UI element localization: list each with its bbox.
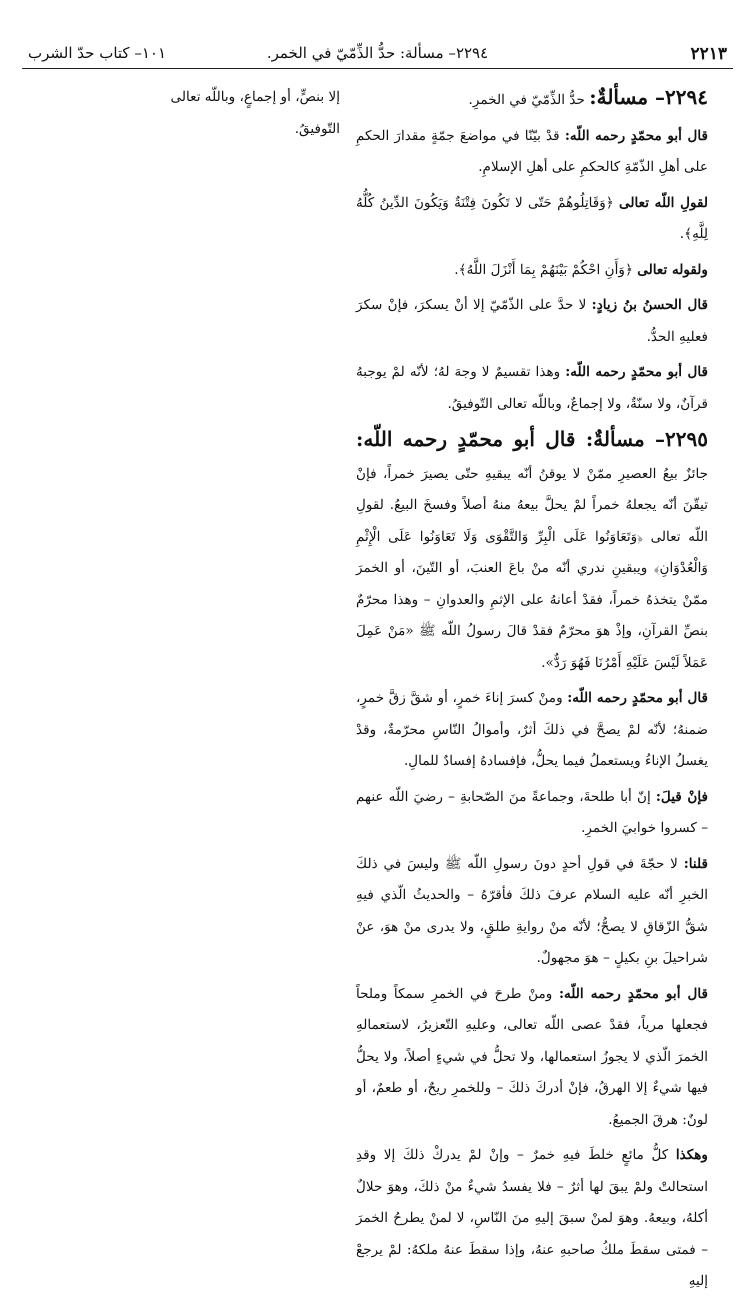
paragraph-text: حدُّ الذِّمّيّ في الخمرِ. (468, 92, 590, 108)
paragraph-lead: لقولِ اللّه تعالى (619, 194, 708, 211)
paragraph-text: ومنْ طرحَ في الخمرِ سمكاً وملحاً فجعلها مرياً، فقدْ عصى اللّه تعالى، وعليهِ التّعزيرُ، لاستعمالهِ الخمرَ الّذي لا يجوزُ استعمالها، ولا تحلُّ في شيءٍ أصلاً، ولا يحلُّ فيها شيءٌ إلا الهرقُ، فإنْ أدركَ ذلكَ – وللخمرِ ريحٌ، أو طعمٌ، أو لونٌ: هرقَ الجميعُ. (356, 985, 708, 1128)
paragraph-lead: وهكذا (675, 1147, 708, 1163)
page-header (22, 38, 733, 69)
paragraph-text: ومنْ كسرَ إناءَ خمرٍ، أو شقَّ زقَّ خمرٍ، ضمنهُ؛ لأنّه لمْ يصحَّ في ذلكَ أثرٌ، وأموالُ النّاسِ محرّمةٌ، وقدْ يغسلُ الإناءُ ويستعملُ فيما يحلُّ، فإفسادهُ إفسادٌ للمالِ. (356, 690, 708, 769)
paragraph-text: ﴿وَأَنِ احْكُمْ بَيْنَهُمْ بِمَا أَنْزَلَ اللَّهُ﴾. (454, 261, 638, 278)
paragraph-lead: ولقوله تعالى (637, 261, 708, 278)
paragraph-lead: قال أبو محمّدٍ رحمه اللّه: (558, 985, 708, 1002)
paragraph-text: لا حدَّ على الذّمّيّ إلا أنْ يسكرَ، فإنْ سكرَ فعليهِ الحدُّ. (356, 297, 708, 345)
paragraph-text: وهذا تقسيمٌ لا وجهَ لهُ؛ لأنّه لمْ يوجبهُ قرآنٌ، ولا سنّةٌ، ولا إجماعٌ، وباللّه تعالى التّوفيقُ. (356, 364, 708, 412)
paragraph (356, 979, 708, 1137)
book-title: ١٠١– كتاب حدّ الشرب (28, 44, 166, 62)
page-number: ٢٢١٣ (690, 44, 727, 64)
paragraph-lead: فإنْ قيلَ: (655, 788, 708, 805)
paragraph-lead: قال أبو محمّدٍ رحمه اللّه: (565, 364, 709, 380)
paragraph-text: لا حجّةَ في قولِ أحدٍ دونَ رسولِ اللّه ﷺ وليسَ في ذلكَ الخبرِ أنّه عليه السلام عرفَ ذلكَ فأقرّهُ – والحديثُ الّذي فيهِ شقُّ الزّقاقِ لا يصحُّ؛ لأنّه منْ روايةِ طلقٍ، ولا يدرى منْ هوَ، عنْ شراحيلَ بنِ بكيلٍ – هوَ مجهولٌ. (356, 855, 708, 966)
running-title: ٢٢٩٤– مسألة: حدُّ الذِّمّيّ في الخمر. (266, 44, 489, 62)
paragraph (356, 1140, 708, 1298)
paragraph-lead: قال أبو محمّدٍ رحمه اللّه: (567, 690, 709, 706)
paragraph-text: ﴿وَقَاتِلُوهُمْ حَتّى لا تَكُونَ فِتْنَةٌ وَيَكُونَ الدِّينُ كُلُّهُ لِلَّهِ﴾. (356, 194, 708, 242)
paragraph-lead: قال الحسنُ بنُ زيادٍ: (591, 297, 709, 313)
paragraph (356, 121, 708, 184)
paragraph-text: قدْ بيّنّا في مواضعَ جمّةٍ مقدارَ الحكمِ على أهلِ الذّمّةِ كالحكمِ على أهلِ الإسلامِ. (356, 127, 708, 175)
main-column (356, 82, 709, 1289)
paragraph-text: إنّ أبا طلحةَ، وجماعةً منَ الصّحابةِ – رضيَ اللّه عنهم – كسروا خوابيَ الخمرِ. (356, 788, 708, 836)
paragraph-text: كلُّ مائعٍ خلطَ فيهِ خمرٌ – وإنْ لمْ يدركْ ذلكَ إلا وقدِ استحالتْ ولمْ يبقَ لها أثرٌ – فلا يفسدُ شيءٌ منْ ذلكَ، وهوَ حلالٌ أكلهُ، وبيعهُ. وهوَ لمنْ سبقَ إليهِ منَ النّاسِ، لا لمنْ يطرحُ الخمرَ – فمتى سقطَ ملكُ صاحبهِ عنهُ، وإذا سقطَ عنهُ ملكهُ: لمْ يرجعْ إليهِ (356, 1147, 708, 1289)
paragraph (356, 255, 708, 287)
paragraph-lead: قال أبو محمّدٍ رحمه اللّه: (564, 127, 708, 144)
paragraph-lead: قلنا: (683, 855, 708, 872)
masala-heading: ٢٢٩٤– مسألةٌ: (589, 85, 708, 109)
paragraph (356, 357, 708, 420)
paragraph-text: جائزٌ بيعُ العصيرِ ممّنْ لا يوقنُ أنّه يبقيهِ حتّى يصيرَ خمراً، فإنْ تيقّنَ أنّه يجعلهُ خمراً لمْ يحلَّ بيعهُ منهُ أصلاً وفسخَ البيعُ. لقولِ اللّه تعالى ﴿وَتَعَاوَنُوا عَلَى الْبِرِّ وَالتَّقْوَى وَلَا تَعَاوَنُوا عَلَى الْإِثْمِ وَالْعُدْوَانِ﴾ ويبقينِ ندري أنّه منْ باعَ العنبَ، أو التّينَ، أو الخمرَ ممّنْ يتخذهُ خمراً، فقدْ أعانهُ على الإثمِ والعدوانِ – وهذا محرّمٌ بنصِّ القرآنِ، وإذْ هوَ محرّمٌ فقدْ قالَ رسولُ اللّه ﷺ «مَنْ عَمِلَ عَمَلاً لَيْسَ عَلَيْهِ أَمْرُنَا فَهُوَ رَدٌّ». (356, 465, 708, 671)
side-text: إلا بنصٍّ، أو إجماعٍ، وباللّه تعالى التّوفيقُ. (170, 89, 340, 137)
side-column (170, 82, 340, 145)
paragraph (356, 82, 708, 117)
paragraph (356, 849, 708, 975)
paragraph (356, 188, 708, 251)
paragraph (356, 683, 708, 778)
paragraph (356, 782, 708, 845)
paragraph (356, 290, 708, 353)
paragraph (356, 424, 708, 679)
masala-heading: ٢٢٩٥– مسألةٌ: قال أبو محمّدٍ رحمه اللّه: (356, 427, 708, 451)
